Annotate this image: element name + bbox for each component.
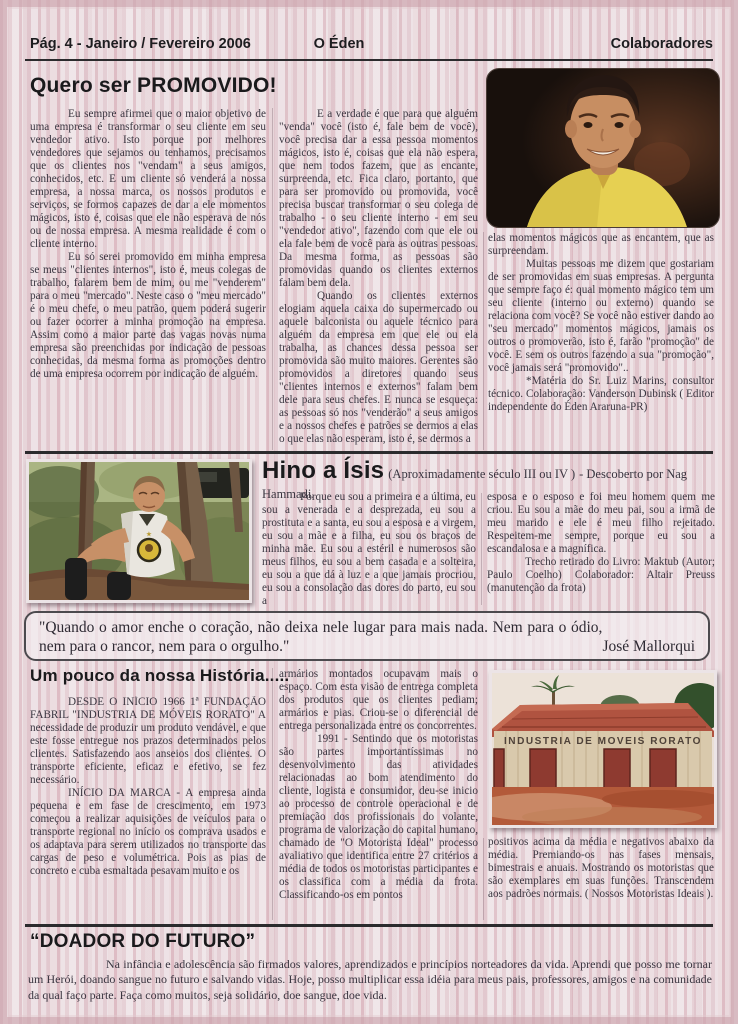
article-credit: *Matéria do Sr. Luiz Marins, consultor técnico. Colaboração: Vanderson Dubinsk ( Editor independente do Éden Araruna-PR) — [488, 374, 714, 413]
paragraph: Eu sempre afirmei que o maior objetivo de uma empresa é transformar o seu cliente em seu vendedor ativo. Isto porque por melhores vendedores que sejamos ou tenhamos, precisamos que os clientes nos "vendam" a seus amigos, conhecidos, etc. E um cliente só venderá a nossa empresa, a nossa marca, os nossos produtos e serviços, se formos capazes de dar a ele momentos mágicos, isto é, coisas que ele não esperava de nós ou de nossa empresa. A mesma realidade é com o cliente interno. — [30, 108, 266, 250]
article-historia-title: Um pouco da nossa História..... — [30, 666, 290, 685]
paragraph: 1991 - Sentindo que os motoristas são partes importantíssimas no desenvolvimento das atividades relacionadas ao bom atendimento do cliente, logista e consumidor, deu-se inicio ao processo de controle operacional e de premiação dos profissionais do volante, programa de valorização do capital humano, chamado de "O Motorista Ideal" processo avaliativo que identifica entre 27 critérios a média de todos os motoristas participantes e os classifica com a média da frota. Classificando-os em pontos — [279, 732, 478, 901]
paragraph: Eu só serei promovido em minha empresa se meus "clientes internos", isto é, meus colegas de trabalho, falarem bem de mim, ou me "venderem" para o meu "mercado". Neste caso o "meu mercado" é o meu chefe, o meu patrão, quem poderá sugerir ou fazer ocorrer a minha promoção na empresa. Assim como a maior parte das vagas novas numa empresa são preenchidas por indicação de pessoas conhecidas, da mesma forma as promoções dentro de uma empresa ocorrem por indicação de alguém. — [30, 250, 266, 380]
column-separator — [272, 108, 273, 450]
quote-box — [24, 611, 710, 661]
paragraph: INÍCIO DA MARCA - A empresa ainda pequena e em fase de crescimento, em 1973 começou a realizar aquisições de veículos para o transporte regional no início os comprava usados e os adaptava para serem utilizados no transporte das cargas de peso e volumétrica. Pois as pias de concreto e cuba esmaltada pesavam muito e os — [30, 786, 266, 877]
article-promovido-title: Quero ser PROMOVIDO! — [30, 74, 277, 97]
publication-title: O Éden — [313, 36, 365, 52]
paragraph: elas momentos mágicos que as encantem, que as surpreendam. — [488, 232, 714, 257]
quote-author: José Mallorqui — [602, 638, 695, 655]
article-hino-title: Hino a Ísis — [262, 457, 385, 484]
paragraph: Muitas pessoas me dizem que gostariam de ser promovidas em suas empresas. A pergunta que sempre faço é: qual momento mágico tem um seu cliente (interno ou externo) quando se relaciona com você? Se você não estiver dando ao "seu mercado" momentos mágicos, jamais os outros o promoverão, isto é, farão "promoção" de você. E sem os outros fazendo a sua "promoção", você jamais será "promovido".. — [488, 257, 714, 374]
paragraph: Porque eu sou a primeira e a última, eu sou a venerada e a desprezada, eu sou a prostituta e a santa, eu sou a esposa e a virgem, eu sou a mãe e a filha, eu sou os braços de minha mãe. Eu sou a estéril e numerosos são meus filhos, eu sou a bem casada e a solteira, eu sou a que dá à luz e a que jamais procriou, eu sou a consolação das dores do parto, eu sou a — [262, 491, 476, 607]
header-rule — [25, 59, 713, 61]
article-promovido-column-1 — [30, 108, 266, 450]
paragraph: E a verdade é que para que alguém "venda" você (isto é, fale bem de você), você precisa dar a essa pessoa momentos mágicos, isto é, coisas que ela não espera, que nem todos fazem, que as encante, surpreenda, etc. Fica claro, portanto, que para ser promovido ou promovida, você precisa buscar transformar o seu colega de trabalho - o seu cliente interno - em seu "vendedor ativo", fazendo com que ele ou ela fale bem de você para as outras pessoas. Da mesma forma, as pessoas são promovidas quando os clientes externos falam bem dela. — [279, 108, 478, 289]
page-number-date: Pág. 4 - Janeiro / Fevereiro 2006 — [30, 36, 251, 52]
photo-factory-building-graphic — [492, 673, 714, 825]
paragraph: armários montados ocupavam mais o espaço. Com esta visão de entrega completa dos produtos que os clientes pediam; armários e pias. Criou-se o diferencial de entrega personalizada entre os concorrentes. — [279, 668, 478, 732]
quote-text: "Quando o amor enche o coração, não deixa nele lugar para mais nada. Nem para o ódio, nem para o rancor, nem para o orgulho." — [39, 619, 603, 656]
photo-man-yellow-shirt-graphic — [487, 69, 719, 227]
article-promovido-column-3 — [488, 232, 714, 450]
photo-factory-building — [489, 670, 717, 828]
article-hino-column-1 — [262, 491, 476, 609]
column-separator — [272, 668, 273, 920]
svg-text:★: ★ — [146, 532, 152, 538]
article-promovido-column-2 — [279, 108, 478, 450]
article-hino-discovery: - Descoberto por Nag Hammadi. — [262, 467, 688, 501]
article-historia-column-3 — [488, 836, 714, 922]
photo-man-crouching-graphic — [29, 462, 249, 600]
article-doador-body: Na infância e adolescência são firmados valores, aprendizados e princípios norteadores da vida. Aprendi que posso me tornar um Herói, doando sangue no futuro e salvando vidas. Hoje, posso multiplicar essa idéia para meus pais, professores, amigos e na comunidade da qual faço parte. Faça como muitos, seja solidário, doe sangue, doe vida. — [28, 957, 712, 1002]
paragraph: esposa e o esposo e foi meu homem quem me criou. Eu sou a mãe do meu pai, sou a irmã de meu marido e ele é meu filho rejeitado. Respeitem-me sempre, porque eu sou a escandalosa e a magnífica. — [487, 491, 715, 555]
article-historia-column-2 — [279, 668, 478, 920]
article-doador-title: “DOADOR DO FUTURO” — [30, 931, 256, 952]
building-sign-text: INDUSTRIA DE MOVEIS RORATO — [504, 736, 702, 747]
column-separator — [483, 232, 484, 450]
photo-man-yellow-shirt — [486, 68, 720, 228]
section-divider — [25, 924, 713, 927]
paragraph: DESDE O INÍCIO 1966 1ª FUNDAÇÃO FABRIL "INDUSTRIA DE MÓVEIS RORATO" A necessidade de produzir um produto vendável, e que este fosse entregue nos prazos determinados pelos clientes. Satisfazendo aos anseios dos clientes. O transporte eficiente, eficaz e efetivo, se fez necessário. — [30, 696, 266, 786]
photo-man-crouching — [26, 459, 252, 603]
paragraph: positivos acima da média e negativos abaixo da média. Premiando-os nas fases mensais, bimestrais e anuais. Mostrando os motoristas que são exemplares em suas funções. Transcendem aos padrões normais. ( Nossos Motoristas Ideais ). — [488, 836, 714, 900]
column-separator — [481, 493, 482, 605]
article-hino-column-2 — [487, 491, 715, 609]
paragraph: Quando os clientes externos elogiam aquela caixa do supermercado ou aquele balconista ou aquele técnico para alguém da empresa em que ele ou ela trabalha, as chances dessa pessoa ser promovida são muito maiores. Gerentes são promovidos a diretores quando seus "clientes internos e externos" falam bem dele para seus chefes. E nunca se esqueça: as pessoas só nos "venderão" a seus amigos e a nossos chefes e patrões se dermos a elas o que elas não esperam, isto é, se dermos a — [279, 289, 478, 445]
article-hino-subtitle: (Aproximadamente século III ou IV ) — [388, 467, 576, 481]
section-divider — [25, 451, 713, 454]
article-hino-credit: Trecho retirado do Livro: Maktub (Autor; Paulo Coelho) Colaborador: Altair Preuss (manutenção da frota) — [487, 555, 715, 594]
article-historia-column-1 — [30, 696, 266, 920]
header-section-label: Colaboradores — [610, 36, 713, 52]
column-separator — [483, 838, 484, 920]
